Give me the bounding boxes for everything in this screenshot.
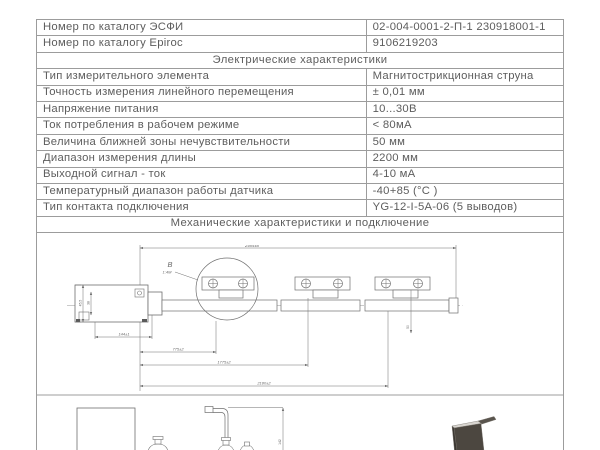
dim-bracket1-label: 775±2	[172, 346, 184, 352]
section-row	[37, 52, 563, 68]
detail-view-scale: 1:4М	[162, 269, 172, 275]
spec-value: ± 0,01 мм	[366, 85, 563, 101]
spec-label: Ток потребления в рабочем режиме	[37, 118, 366, 134]
spec-row	[37, 134, 563, 150]
mounting-bracket	[295, 277, 350, 298]
spec-row	[37, 151, 563, 167]
spec-label: Тип измерительного элемента	[37, 69, 366, 85]
spec-value: 9106219203	[366, 36, 563, 52]
dim-overall-label: 2484±8	[245, 245, 259, 248]
side-view-body	[77, 408, 135, 450]
dim-bottom-height-label: 142	[278, 439, 282, 445]
spec-value: 2200 мм	[366, 151, 563, 167]
spec-label: Номер по каталогу Epiroc	[37, 36, 366, 52]
spec-label: Номер по каталогу ЭСФИ	[37, 20, 366, 36]
mechanical-drawing	[37, 245, 563, 450]
dim-bracket3-label: 2180±2	[257, 380, 271, 386]
spec-value: 10...30В	[366, 101, 563, 117]
section-header-electrical: Электрические характеристики	[37, 52, 563, 68]
spec-label: Напряжение питания	[37, 101, 366, 117]
spec-value: < 80мА	[366, 118, 563, 134]
clamp-bolt-profile	[148, 437, 168, 450]
spec-row	[37, 85, 563, 101]
mounting-bracket	[202, 277, 254, 298]
dimension-overall	[140, 245, 456, 391]
dim-body-length-label: 144±1	[118, 331, 130, 337]
spec-value: -40+85 (°C )	[366, 183, 563, 199]
spec-row	[37, 200, 563, 216]
spec-row	[37, 118, 563, 134]
spec-row	[37, 183, 563, 199]
spec-label: Выходной сигнал - ток	[37, 167, 366, 183]
spec-value: 02-004-0001-2-П-1 230918001-1	[366, 20, 563, 36]
section-row	[37, 216, 563, 232]
dim-dead-zone-label: 50	[406, 325, 410, 329]
content-frame	[36, 19, 564, 450]
measuring-rod	[162, 298, 458, 313]
spec-row	[37, 101, 563, 117]
l-bracket-view	[205, 407, 283, 450]
spec-label: Точность измерения линейного перемещения	[37, 85, 366, 101]
mounting-bracket	[375, 277, 430, 298]
detail-leader-line	[175, 272, 198, 280]
spec-value: 4-10 мА	[366, 167, 563, 183]
spec-row	[37, 20, 563, 36]
dim-bracket2-label: 1775±2	[217, 359, 231, 365]
dim-body-height-label: 45,5	[78, 299, 83, 307]
spec-label: Температурный диапазон работы датчика	[37, 183, 366, 199]
clamp-bolt-profile	[218, 438, 234, 450]
spec-value: Магнитострикционная струна	[366, 69, 563, 85]
spec-value: 50 мм	[366, 134, 563, 150]
bracket-3d-render	[452, 417, 496, 450]
spec-value: YG-12-I-5A-06 (5 выводов)	[366, 200, 563, 216]
spec-label: Тип контакта подключения	[37, 200, 366, 216]
section-header-mechanical: Механические характеристики и подключение	[37, 216, 563, 232]
spec-row	[37, 167, 563, 183]
spec-label: Диапазон измерения длины	[37, 151, 366, 167]
clamp-bolt-profile	[240, 442, 254, 450]
detail-view-label: В	[167, 260, 173, 269]
dim-flange-height-label: 38	[86, 301, 91, 305]
spec-label: Величина ближней зоны нечувствительности	[37, 134, 366, 150]
spec-row	[37, 69, 563, 85]
spec-table	[37, 20, 563, 233]
spec-row	[37, 36, 563, 52]
